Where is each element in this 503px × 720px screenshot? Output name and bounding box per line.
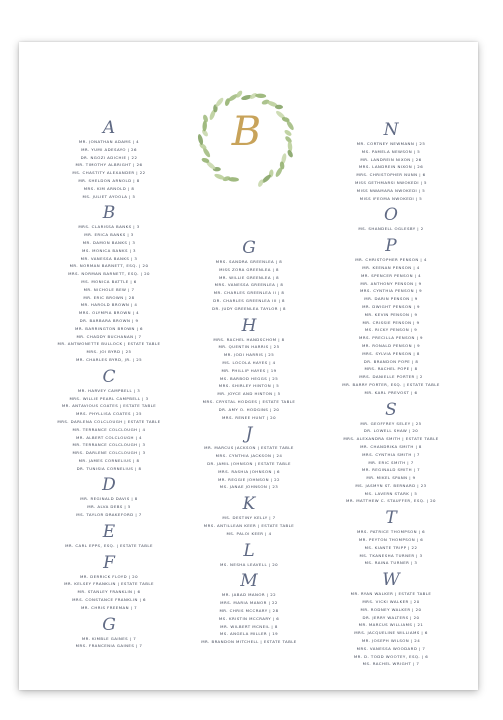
guest-entry: MR. CARL EPPS, ESQ. | ESTATE TABLE [65, 542, 153, 548]
section-letter: G [242, 238, 256, 258]
section-letter: C [102, 366, 116, 387]
guest-entry: MRS. JOI BYRD | 25 [86, 349, 132, 355]
guest-entry: MS. KIANTE TRIPP | 22 [364, 544, 418, 550]
guest-entry: MRS. RACHEL HANDSCHOM | 8 [213, 336, 285, 342]
guest-entry: MRS. RENEE HUNT | 20 [221, 414, 277, 420]
guest-entry: MR. JOYCE AND HINTON | 5 [217, 391, 281, 397]
guest-entry: MS. PALOI KEER | 4 [226, 530, 272, 536]
guest-entry: DR. NGOZI ADICHIE | 22 [80, 154, 138, 160]
guest-entry: MR. KELSEY FRANKLIN | ESTATE TABLE [64, 581, 154, 587]
guest-entry: MR. GEOFFREY SELEY | 25 [360, 420, 422, 426]
guest-entry: MR. BRANDON MITCHELL | ESTATE TABLE [201, 639, 297, 645]
guest-entry: MR. HAROLD BROWN | 4 [80, 302, 138, 308]
guest-entry: MR. HARVEY CAMPBELL | 3 [77, 387, 141, 393]
guest-entry: MRS. ANTILLEAN KEER | ESTATE TABLE [203, 522, 295, 528]
column-middle [174, 240, 324, 651]
guest-entry: MRS. VANESSA WOODARD | 7 [356, 645, 426, 651]
guest-entry: MRS. LANDREIN NIXON | 26 [358, 164, 424, 170]
name-section [316, 510, 466, 567]
guest-entry: MRS. DARLENE COLCLOUGH | 3 [72, 450, 146, 456]
section-letter: K [242, 494, 256, 515]
guest-entry: MRS. NORMAN BARNETT, ESQ. | 20 [68, 271, 150, 277]
guest-entry: MRS. PATRICE THOMPSON | 6 [356, 529, 426, 535]
name-section [34, 205, 184, 363]
guest-entry: MR. ANTAVIOUS COATES | ESTATE TABLE [61, 403, 157, 409]
guest-entry: MS. MONICA BATTLE | 6 [81, 278, 137, 284]
guest-entry: MR. LANDREIN NIXON | 26 [360, 156, 422, 162]
guest-entry: MR. TIMOTHY ALBRIGHT | 26 [75, 162, 143, 168]
guest-entry: MS. CHASTITY ALEXANDER | 22 [72, 170, 146, 176]
guest-entry: MR. NORMAN BARNETT, ESQ. | 20 [69, 263, 149, 269]
guest-entry: MR. NICHOLE BEW | 7 [83, 286, 135, 292]
guest-entry: MRS. CYNTHIA JACKSON | 24 [215, 453, 283, 459]
guest-entry: MR. WILLIE GREENLEA | 8 [218, 274, 279, 280]
section-letter: L [243, 540, 255, 561]
guest-entry: MR. RONALD PENSON | 9 [362, 342, 420, 348]
guest-entry: MS. TAYLOR DRAKEFORD | 7 [76, 512, 142, 518]
name-section [34, 552, 184, 612]
guest-entry: MS. JANAE JOHNSON | 23 [219, 484, 279, 490]
guest-entry: MRS. FRANCENIA GAINES | 7 [75, 643, 143, 649]
name-section [174, 315, 324, 422]
name-section [316, 207, 466, 233]
guest-entry: DR. TUNISIA CORNELIUS | 8 [76, 465, 142, 471]
guest-entry: MRS. CONSTANCE FRANKLIN | 6 [72, 597, 146, 603]
name-section [174, 496, 324, 537]
guest-entry: MR. DERRICK FLOYD | 20 [79, 573, 139, 579]
guest-entry: MRS. WILLIE PEARL CAMPBELL | 3 [69, 395, 149, 401]
section-letter: H [241, 315, 257, 336]
guest-entry: MR. ANTWONETTE BULLOCK | ESTATE TABLE [57, 341, 161, 347]
guest-entry: MRS. SYLVIA PENSON | 8 [362, 350, 420, 356]
guest-entry: MRS. CLARISSA BANKS | 3 [78, 224, 140, 230]
guest-entry: MR. JONATHAN ADAMS | 4 [78, 139, 140, 144]
guest-entry: MS. TKANESHA TURNER | 3 [359, 552, 423, 558]
section-letter: D [102, 475, 116, 496]
seating-chart-sheet [19, 42, 478, 690]
guest-entry: MR. RODNEY WALKER | 20 [360, 606, 422, 612]
column-right [316, 122, 466, 673]
name-section [316, 122, 466, 202]
guest-entry: MRS. RACHEL POPE | 8 [364, 366, 418, 372]
section-letter: G [102, 614, 116, 635]
guest-entry: MR. CHRIS MCCRARY | 28 [219, 607, 279, 613]
guest-entry: MS. KRISTIN MCCRARY | 6 [218, 615, 280, 621]
guest-entry: MRS. JACQUELINE WILLIAMS | 6 [354, 630, 428, 636]
guest-entry: MR. MARCUS JACKSON | ESTATE TABLE [204, 445, 294, 451]
guest-entry: DR. JAMIL JOHNSON | ESTATE TABLE [207, 460, 291, 466]
guest-entry: MISS ZORA GREENLEA | 8 [219, 266, 279, 272]
name-section [34, 477, 184, 518]
monogram-letter: B [231, 109, 262, 155]
guest-entry: MR. KARL PREVOST | 6 [364, 389, 418, 395]
guest-entry: MR. ERICA BANKS | 3 [84, 232, 134, 238]
guest-entry: MISS NWAMARA NWOKEDI | 5 [356, 187, 426, 193]
guest-entry: MRS. OLYMPIA BROWN | 4 [78, 310, 140, 316]
monogram-wreath [190, 83, 303, 196]
guest-entry: MR. DWIGHT PENSON | 9 [362, 303, 420, 309]
guest-entry: MR. CHARLES GREENLEA II | 8 [213, 290, 285, 296]
guest-entry: MR. JOSEPH WILSON | 24 [361, 638, 421, 644]
guest-entry: MR. BARRINGTON BROWN | 6 [75, 325, 143, 331]
guest-entry: MRS. VANESSA GREENLEA | 8 [214, 282, 284, 288]
guest-entry: DR. BARBARA BROWN | 9 [79, 317, 139, 323]
guest-entry: MS. PAMELA NEWSON | 5 [361, 148, 421, 154]
name-section [316, 572, 466, 668]
guest-entry: MS. RICKY PENSON | 9 [364, 327, 418, 333]
section-letter: S [385, 399, 397, 420]
guest-entry: MR. REGINALD DAVIS | 8 [80, 496, 138, 502]
guest-entry: MS. SHANDELL OGLESBY | 2 [358, 226, 424, 232]
guest-entry: MR. ERIC SMITH | 7 [368, 459, 414, 465]
guest-entry: MRS. DANIELLE PORTER | 2 [359, 374, 423, 380]
name-section [316, 238, 466, 396]
section-letter: M [240, 571, 258, 592]
guest-entry: MR. MARCUS WILLIAMS | 21 [358, 622, 424, 628]
guest-entry: MS. BARBOD HEGGS | 25 [219, 375, 279, 381]
section-letter: W [382, 570, 400, 591]
guest-entry: MR. CHRISTOPHER PENSON | 4 [355, 257, 427, 263]
guest-entry: MR. RYAN WALKER | ESTATE TABLE [350, 591, 432, 597]
section-letter: N [383, 120, 399, 140]
guest-entry: DR. BRANDON POPE | 8 [363, 358, 419, 364]
name-section [174, 240, 324, 313]
guest-entry: MISS IFEOMA NWOKEDI | 5 [359, 195, 423, 201]
guest-entry: MR. D. TODD WOOTEY, ESQ. | 6 [353, 653, 429, 659]
guest-entry: MR. SHELDON ARNOLD | 8 [78, 177, 140, 183]
guest-entry: MRS. PHYLLISA COATES | 25 [76, 411, 142, 417]
guest-entry: MR. SPENCER PENSON | 4 [360, 272, 421, 278]
guest-entry: MS. LAVERN STARK | 5 [364, 490, 418, 496]
guest-entry: MR. CHADDY BUCHANAN | 7 [76, 333, 142, 339]
section-letter: J [245, 424, 253, 445]
guest-entry: MR. JABAD MANOR | 22 [221, 592, 277, 598]
guest-entry: MR. MIKEL SPANN | 9 [366, 475, 416, 481]
name-section [34, 120, 184, 200]
name-section [174, 540, 324, 569]
guest-entry: MS. ANGELA MILLER | 19 [219, 631, 279, 637]
guest-entry: MRS. SANDRA GREENLEA | 8 [215, 259, 283, 264]
guest-entry: MRS. ALEXANDRA SMITH | ESTATE TABLE [343, 436, 439, 442]
guest-entry: MR. VANESSA BANKS | 3 [80, 255, 138, 261]
guest-entry: MRS. PRECILLA PENSON | 9 [359, 335, 423, 341]
guest-entry: MRS. CYNTHIA PENSON | 9 [359, 288, 423, 294]
guest-entry: MR. CHANDRIKA SMITH | 8 [360, 443, 422, 449]
guest-entry: MR. TERRANCE COLCLOUGH | 4 [72, 426, 146, 432]
guest-entry: MS. RACHEL WRIGHT | 7 [362, 661, 420, 667]
leaf-icon [214, 97, 224, 108]
guest-entry: MR. KEVIN PENSON | 9 [364, 311, 418, 317]
guest-entry: MRS. CRYSTAL HODGES | ESTATE TABLE [202, 398, 296, 404]
guest-entry: MS. RAINA TURNER | 3 [364, 560, 418, 566]
guest-entry: MRS. MARIA MANOR | 22 [220, 600, 278, 606]
guest-entry: MRS. RASHIA JOHNSON | 6 [218, 468, 280, 474]
section-letter: P [385, 236, 397, 257]
guest-entry: MR. CHARLES BYRD, JR. | 25 [75, 356, 143, 362]
guest-entry: MR. CHRIS FREEMAN | 7 [80, 604, 138, 610]
section-letter: B [102, 203, 116, 224]
guest-entry: MR. TERRANCE COLCLOUGH | 3 [72, 442, 146, 448]
guest-entry: MR. REGINALD SMITH | 7 [361, 467, 421, 473]
leaf-icon [275, 105, 283, 109]
guest-entry: MR. BARRY PORTER, ESQ. | ESTATE TABLE [342, 381, 440, 387]
guest-entry: MRS. VICKI WALKER | 20 [362, 599, 420, 605]
guest-entry: MR. KEENAN PENSON | 4 [362, 264, 420, 270]
guest-entry: MR. DARIN PENSON | 9 [364, 296, 418, 302]
name-section [174, 426, 324, 491]
guest-entry: MISS GETHMARSI NWOKEDI | 5 [355, 179, 427, 185]
section-letter: T [385, 508, 397, 529]
section-letter: E [102, 521, 116, 542]
guest-entry: MR. KIMBLE GAINES | 7 [81, 635, 137, 641]
guest-entry: MR. CRISSIE PENSON | 9 [362, 319, 420, 325]
guest-entry: MR. DAMON BANKS | 3 [82, 239, 136, 245]
guest-entry: MR. PHILLIP HAYES | 19 [221, 367, 277, 373]
name-section [34, 614, 184, 651]
guest-entry: MR. CORTNEY NEWMANN | 25 [356, 141, 426, 146]
guest-entry: MR. REGGIE JOHNSON | 22 [217, 476, 280, 482]
guest-entry: MS. NESHA LEAVELL | 20 [219, 561, 279, 567]
name-section [34, 366, 184, 473]
guest-entry: MS. JULIET AYOOLA | 5 [82, 193, 136, 199]
guest-entry: MR. QUENTIN HARRIS | 25 [218, 344, 280, 350]
guest-entry: DR. CHARLES GREENLEA III | 8 [213, 297, 285, 303]
guest-entry: MR. ALVA DEBS | 5 [87, 504, 131, 510]
guest-entry: MR. MATTHEW C. STAUFFER, ESQ. | 20 [346, 498, 436, 504]
guest-entry: MRS. SHIRLEY HINTON | 5 [218, 383, 280, 389]
guest-entry: MR. PEYTON THOMPSON | 6 [358, 537, 424, 543]
name-section [34, 521, 184, 550]
section-letter: O [384, 205, 398, 226]
guest-entry: MRS. CYNTHIA SMITH | 7 [362, 451, 420, 457]
guest-entry: MRS. CHRISTOPHER NUNN | 6 [356, 172, 426, 178]
guest-entry: DR. JUDY GREENLEA TAYLOR | 8 [212, 305, 286, 311]
guest-entry: MRS. DARLENA COLCLOUGH | ESTATE TABLE [57, 418, 161, 424]
guest-entry: MS. MONICA BANKS | 3 [82, 247, 136, 253]
name-section [316, 399, 466, 506]
guest-entry: MS. JASMYN ST. BERNARD | 23 [355, 482, 427, 488]
guest-entry: MRS. KIM ARNOLD | 8 [83, 185, 135, 191]
guest-entry: MR. YUMI ADESAYO | 26 [81, 146, 137, 152]
guest-entry: MS. DESTINY KELLY | 7 [222, 515, 276, 521]
name-section [174, 573, 324, 646]
guest-entry: DR. AMY O. HODGINS | 20 [218, 406, 280, 412]
section-letter: F [103, 552, 115, 573]
guest-entry: MR. ERIC BROWN | 28 [83, 294, 135, 300]
guest-entry: DR. JERRY WALTERS | 20 [362, 614, 420, 620]
guest-entry: MR. WILBERT MCNEIL | 8 [220, 623, 278, 629]
guest-entry: MR. JAMES CORNELIUS | 8 [78, 457, 140, 463]
section-letter: A [102, 118, 116, 138]
guest-entry: MR. ANTHONY PENSON | 9 [360, 280, 422, 286]
guest-entry: MR. STANLEY FRANKLIN | 6 [77, 589, 141, 595]
column-left [34, 120, 184, 655]
guest-entry: DR. LOWELL SHAW | 20 [363, 428, 419, 434]
guest-entry: MS. LOCOLA HAYES | 4 [222, 359, 276, 365]
guest-entry: MR. JODI HARRIS | 25 [223, 352, 275, 358]
guest-entry: MR. ALBERT COLCLOUGH | 4 [76, 434, 142, 440]
